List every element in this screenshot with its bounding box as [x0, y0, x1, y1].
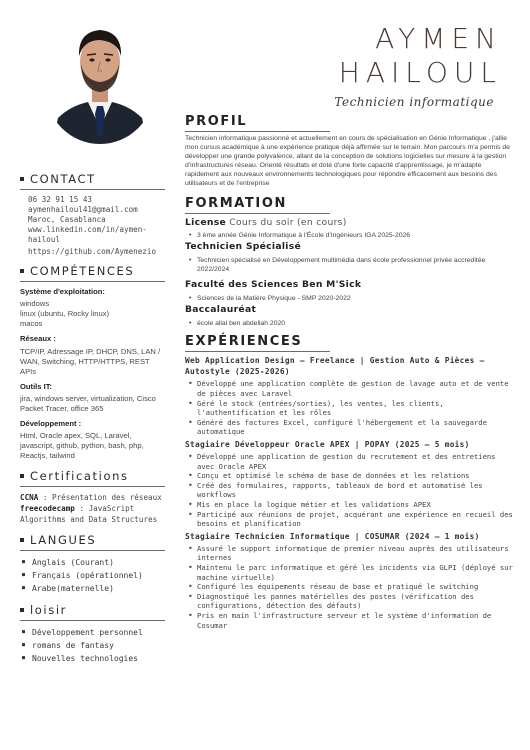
divider [185, 213, 330, 214]
skill-group-text: TCP/IP, Adressage IP, DHCP, DNS, LAN / WAN, Switching, HTTP/HTTPS, REST APIs [20, 347, 161, 376]
hobbies-list [20, 626, 165, 665]
experience-item: • Développé une application de gestion du recrutement et des entretiens avec Oracle APEX [185, 452, 515, 471]
divider [20, 486, 165, 487]
language-item: ■ Français (opérationnel) [20, 569, 165, 582]
skill-group-head: Réseaux : [20, 334, 56, 343]
languages-list [20, 556, 165, 595]
certification-item: CCNA : Présentation des réseaux [20, 493, 162, 502]
formation-heading: FORMATION [185, 196, 287, 212]
experience-item: • Généré des factures Excel, configuré l'hébergement et la sauvegarde automatique [185, 418, 515, 437]
square-bullet-icon [20, 538, 24, 542]
divider [20, 281, 165, 282]
experience-list [185, 544, 515, 630]
experiences-heading: EXPÉRIENCES [185, 334, 303, 350]
experience-item: • Mis en place la logique métier et les validations APEX [185, 500, 515, 510]
experience-item: • Développé une application complète de gestion de lavage auto et de vente de pièces avec Laravel [185, 379, 515, 398]
contact-heading: CONTACT [20, 172, 165, 186]
hobbies-heading: loisir [20, 603, 165, 617]
square-bullet-icon [20, 608, 24, 612]
experience-item: • Configuré les équipements réseau de base et pratiqué le switching [185, 582, 515, 592]
divider [20, 620, 165, 621]
contact-phone: 06 32 91 15 43 [28, 195, 93, 204]
experience-item: • Géré le stock (entrées/sorties), les ventes, les clients, l'authentification et les rôles [185, 399, 515, 418]
formation-entry-item: • école allal ben abdellah 2020 [185, 319, 515, 328]
skill-group-head: Système d'exploitation: [20, 287, 105, 296]
portrait-illustration [46, 18, 154, 144]
skill-group-head: Outils IT: [20, 382, 53, 391]
contact-location: Maroc, Casablanca [28, 215, 106, 224]
skill-group-text: jira, windows server, virtualization, Cisco Packet Tracer, office 365 [20, 394, 156, 413]
formation-entry-head: Faculté des Sciences Ben M'Sick [185, 279, 362, 291]
experience-list [185, 452, 515, 529]
left-column [20, 172, 165, 665]
hobby-item: ■ Développement personnel [20, 626, 165, 639]
skill-line: windows [20, 299, 50, 308]
formation-entry-item: • Sciences de la Matière Physique - SMP 2020-2022 [185, 294, 515, 303]
certifications-heading: Certifications [20, 469, 165, 483]
skill-group-text [20, 299, 165, 329]
skill-line: linux (ubuntu, Rocky linux) [20, 309, 110, 318]
formation-entry-head: Technicien Spécialisé [185, 241, 302, 253]
skills-heading: COMPÉTENCES [20, 264, 165, 278]
experience-item: • Diagnostiqué les pannes matérielles des postes (vérification des configurations, détection des défauts) [185, 592, 515, 611]
divider [20, 550, 165, 551]
experience-head: Stagiaire Développeur Oracle APEX | POPAY (2025 – 5 mois) [185, 440, 470, 449]
formation-entry-head: License Cours du soir (en cours) [185, 217, 347, 229]
experience-list [185, 379, 515, 437]
language-item: ■ Arabe(maternelle) [20, 582, 165, 595]
formation-entry-head: Baccalauréat [185, 304, 257, 316]
language-item: ■ Anglais (Courant) [20, 556, 165, 569]
profile-photo [46, 18, 154, 144]
contact-email[interactable]: aymenhailoul41@gmail.com [28, 205, 138, 214]
experience-item: • Participé aux réunions de projet, acquérant une expérience en recueil des besoins et planification [185, 510, 515, 529]
skill-group-head: Développement : [20, 419, 82, 428]
experience-head: Stagiaire Technicien Informatique | COSUMAR (2024 – 1 mois) [185, 531, 480, 541]
divider [20, 189, 165, 190]
job-title: Technicien informatique [334, 95, 494, 109]
experience-item: • Conçu et optimisé le schéma de base de données et les relations [185, 471, 515, 481]
hobby-item: ■ Nouvelles technologies [20, 652, 165, 665]
profil-heading: PROFIL [185, 114, 248, 129]
square-bullet-icon [20, 269, 24, 273]
skill-group-text: Html, Oracle apex, SQL, Laravel, javascript, github, python, bash, php, Reactjs, tailwind [20, 431, 144, 460]
hobby-item: ■ romans de fantasy [20, 639, 165, 652]
contact-github[interactable]: https://github.com/Aymenezio [28, 247, 157, 256]
last-name: HAILOUL [338, 56, 502, 89]
experience-item: • Pris en main l'infrastructure serveur et le système d'information de Cosumar [185, 611, 515, 630]
divider [185, 351, 330, 352]
divider [185, 131, 330, 132]
experience-item: • Assuré le support informatique de premier niveau auprès des utilisateurs internes [185, 544, 515, 563]
certification-item: freecodecamp : JavaScript Algorithms and Data Structures [20, 504, 158, 524]
formation-entry-item: • 3 ème année Génie Informatique à l'École d'Ingénieurs IGA 2025-2026 [185, 231, 515, 240]
contact-linkedin[interactable]: www.linkedin.com/in/aymen- hailoul [28, 225, 147, 244]
experience-head: Web Application Design – Freelance | Gestion Auto & Pièces – Autostyle (2025-2026) [185, 356, 485, 377]
profil-text: Technicien informatique passionné et actuellement en cours de spécialisation en Génie Informatique , j'allie mon cursus académique à une expérience pratique déjà affirmée sur le terrain. Mon parcours m'a permis de développer une grande polyvalence, allant de la conception de solutions logicielles sur mesure à la gestion d'infrastructures réseau. Orienté résultats et doté d'une forte capacité d'apprentissage, je m'adapte rapidement aux nouveaux environnements technologiques pour répondre efficacement aux besoins des utilisateurs et de l'entreprise [185, 135, 510, 187]
experience-item: • Maintenu le parc informatique et géré les incidents via GLPI (déployé sur machine virtuelle) [185, 563, 515, 582]
first-name: AYMEN [375, 22, 502, 55]
square-bullet-icon [20, 177, 24, 181]
skill-line: macos [20, 319, 43, 328]
right-column [185, 114, 515, 630]
square-bullet-icon [20, 474, 24, 478]
languages-heading: LANGUES [20, 533, 165, 547]
experience-item: • Créé des formulaires, rapports, tableaux de bord et automatisé les workflows [185, 481, 515, 500]
formation-entry-item: • Technicien spécialisé en Développement multimédia dans école professionnel privée accreditée 2022/2024 [185, 256, 515, 274]
